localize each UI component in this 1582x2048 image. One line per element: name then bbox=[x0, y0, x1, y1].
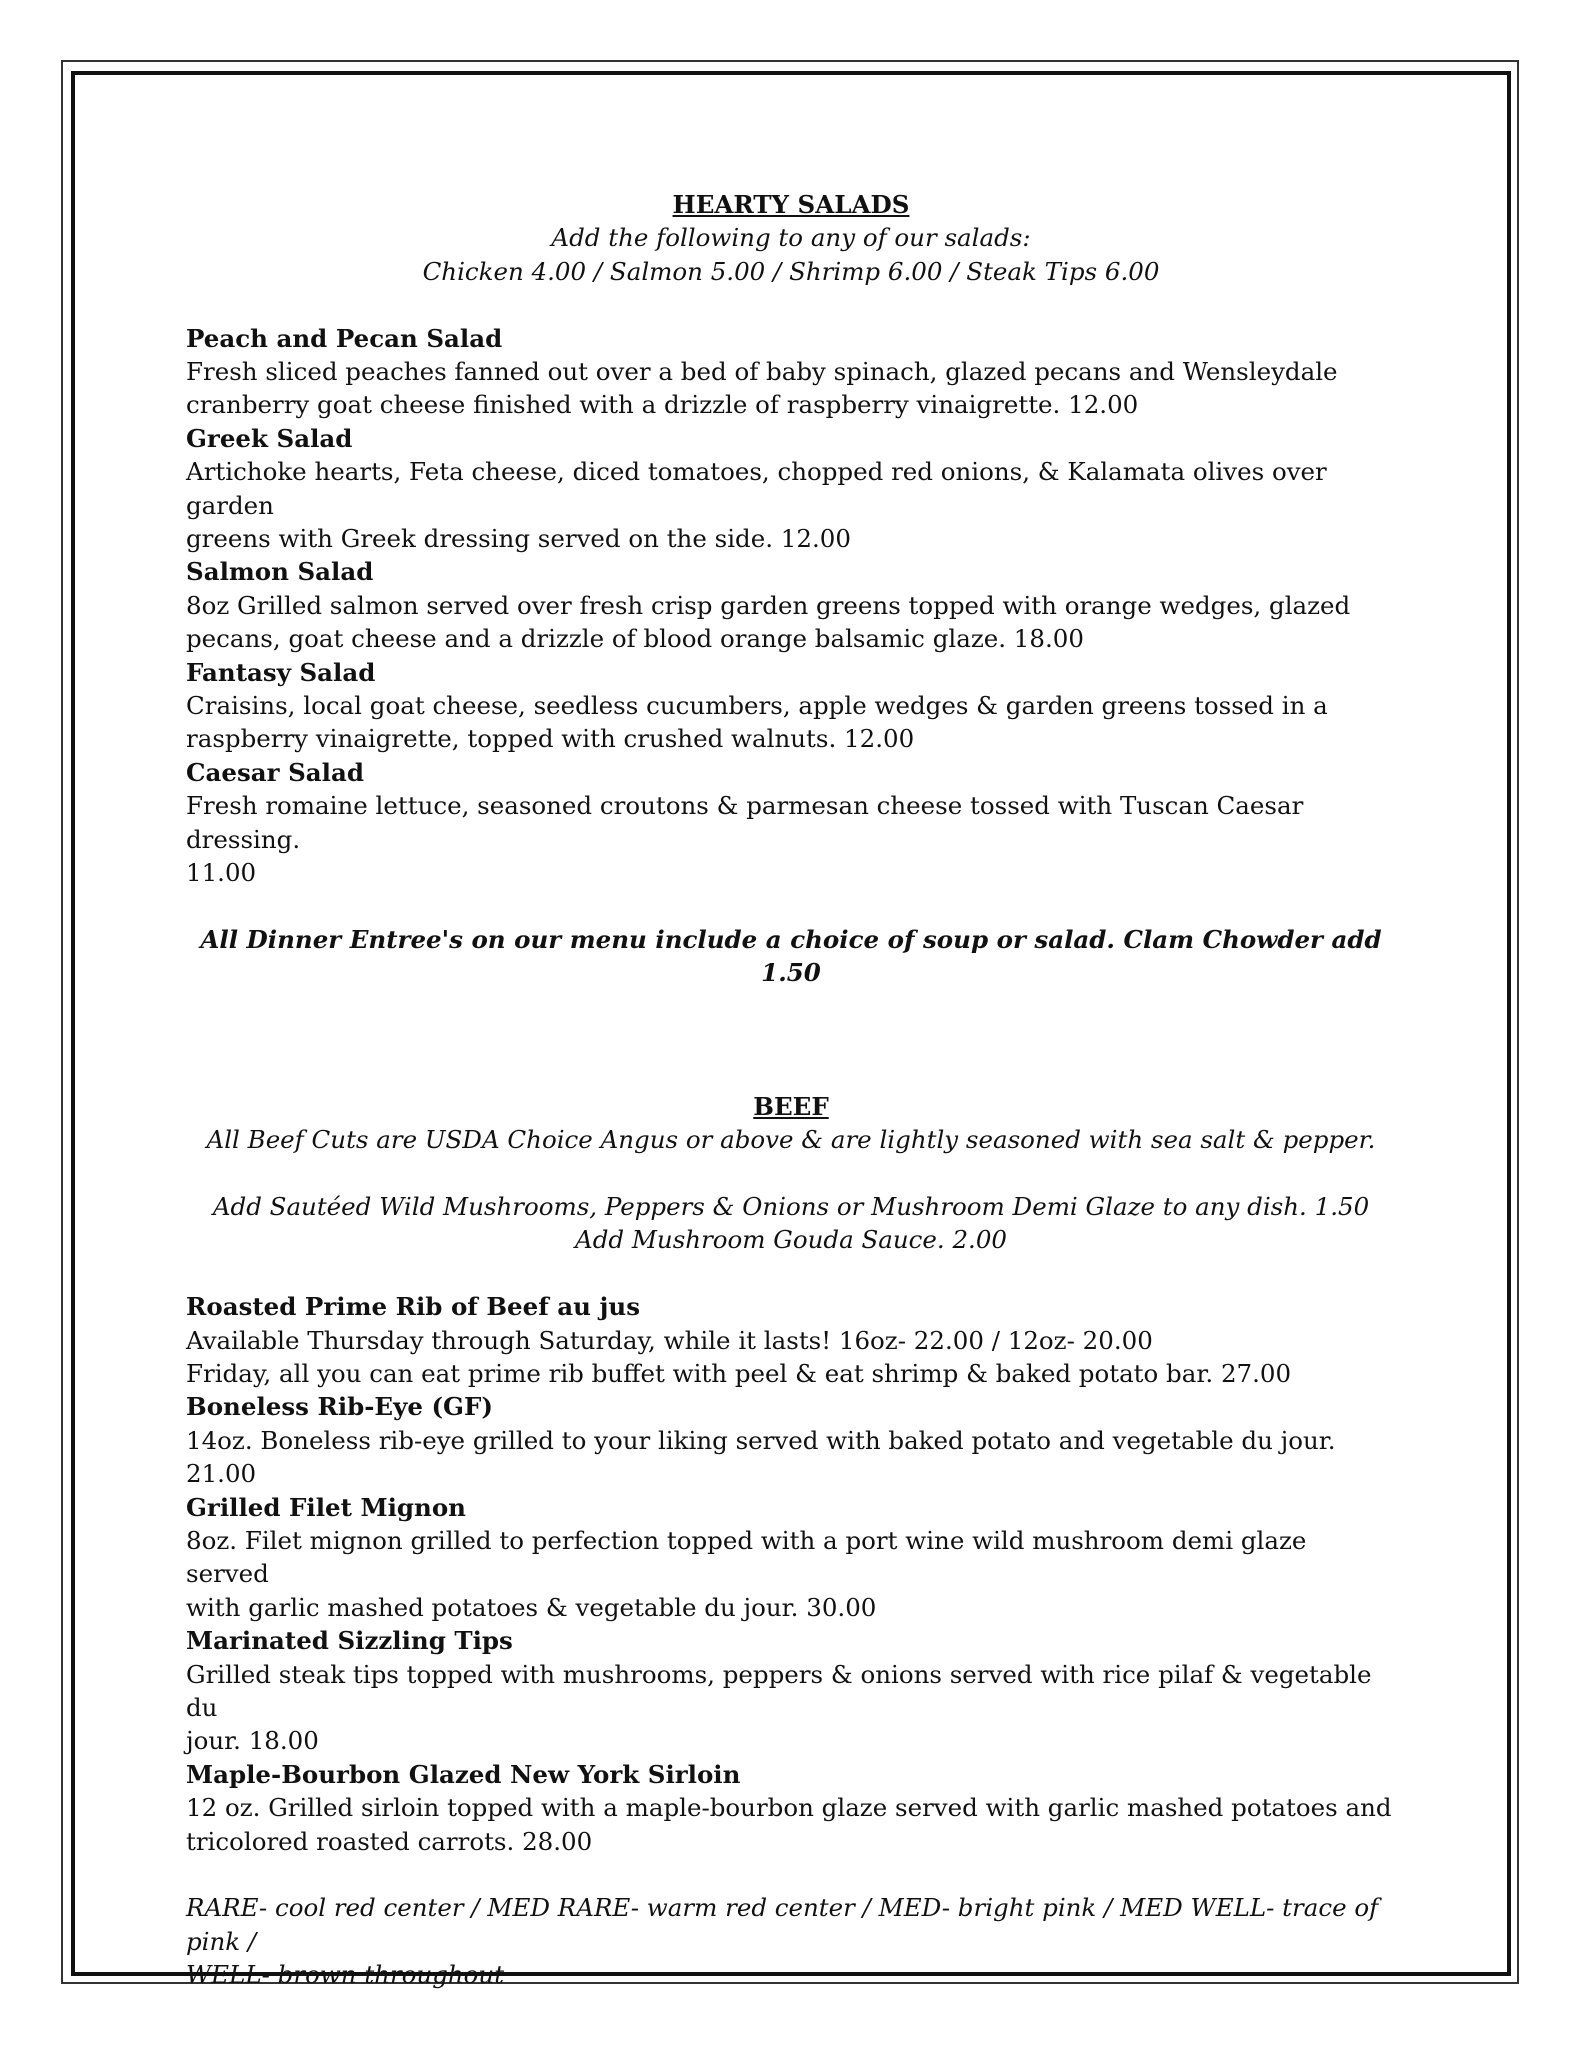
menu-item-caesar-salad bbox=[186, 756, 1396, 890]
dish-description-line: Grilled steak tips topped with mushrooms, peppers & onions served with rice pilaf & vegetable du bbox=[186, 1659, 1372, 1722]
dish-description-line: Friday, all you can eat prime rib buffet with peel & eat shrimp & baked potato bar. 27.00 bbox=[186, 1358, 1292, 1388]
menu-item-filet-mignon bbox=[186, 1491, 1396, 1625]
dish-name: Marinated Sizzling Tips bbox=[186, 1626, 513, 1656]
doneness-guide-line: WELL- brown throughout bbox=[186, 1960, 505, 1990]
dish-description-line: tricolored roasted carrots. 28.00 bbox=[186, 1826, 593, 1856]
dish-description-line: Craisins, local goat cheese, seedless cucumbers, apple wedges & garden greens tossed in a bbox=[186, 691, 1328, 721]
dish-description-line: pecans, goat cheese and a drizzle of blood orange balsamic glaze. 18.00 bbox=[186, 624, 1084, 654]
spacer bbox=[186, 990, 1396, 1090]
menu-item-sizzling-tips bbox=[186, 1624, 1396, 1758]
spacer bbox=[186, 1858, 1396, 1891]
spacer bbox=[186, 890, 1396, 923]
dish-name: Salmon Salad bbox=[186, 557, 374, 587]
dish-description-line: 14oz. Boneless rib-eye grilled to your liking served with baked potato and vegetable du jour. 21.00 bbox=[186, 1425, 1336, 1489]
spacer bbox=[186, 1257, 1396, 1290]
menu-item-prime-rib bbox=[186, 1290, 1396, 1390]
dish-description-line: with garlic mashed potatoes & vegetable du jour. 30.00 bbox=[186, 1592, 877, 1622]
doneness-guide-line: RARE- cool red center / MED RARE- warm red center / MED- bright pink / MED WELL- trace of pink / bbox=[186, 1893, 1379, 1956]
salads-add-options: Chicken 4.00 / Salmon 5.00 / Shrimp 6.00 / Steak Tips 6.00 bbox=[422, 256, 1160, 286]
menu-item-peach-pecan-salad bbox=[186, 322, 1396, 422]
menu-item-rib-eye bbox=[186, 1390, 1396, 1490]
dish-description-line: 8oz. Filet mignon grilled to perfection topped with a port wine wild mushroom demi glaze served bbox=[186, 1525, 1307, 1589]
beef-intro: All Beef Cuts are USDA Choice Angus or above & are lightly seasoned with sea salt & pepper. bbox=[206, 1125, 1376, 1155]
menu-page-content bbox=[186, 188, 1396, 1992]
dish-description-line: jour. 18.00 bbox=[186, 1726, 319, 1756]
salads-section bbox=[186, 188, 1396, 990]
salads-add-intro: Add the following to any of our salads: bbox=[551, 223, 1031, 253]
dish-name: Grilled Filet Mignon bbox=[186, 1492, 466, 1522]
dish-description-line: 8oz Grilled salmon served over fresh crisp garden greens topped with orange wedges, glazed bbox=[186, 590, 1351, 620]
dish-name: Roasted Prime Rib of Beef au jus bbox=[186, 1292, 640, 1322]
dish-name: Fantasy Salad bbox=[186, 657, 376, 687]
dish-description-line: greens with Greek dressing served on the side. 12.00 bbox=[186, 524, 851, 554]
beef-section bbox=[186, 1090, 1396, 1992]
salads-heading: HEARTY SALADS bbox=[672, 190, 910, 219]
dish-name: Greek Salad bbox=[186, 423, 353, 453]
dish-description-line: 12 oz. Grilled sirloin topped with a maple-bourbon glaze served with garlic mashed potatoes and bbox=[186, 1793, 1392, 1823]
dish-name: Peach and Pecan Salad bbox=[186, 323, 503, 353]
spacer bbox=[186, 1157, 1396, 1190]
menu-item-ny-sirloin bbox=[186, 1758, 1396, 1858]
dish-description-line: raspberry vinaigrette, topped with crushed walnuts. 12.00 bbox=[186, 724, 915, 754]
dish-description-line: 11.00 bbox=[186, 858, 257, 888]
menu-item-salmon-salad bbox=[186, 555, 1396, 655]
dish-name: Caesar Salad bbox=[186, 757, 364, 787]
beef-addon-line: Add Mushroom Gouda Sauce. 2.00 bbox=[575, 1225, 1007, 1255]
menu-item-greek-salad bbox=[186, 422, 1396, 556]
dish-description-line: Available Thursday through Saturday, while it lasts! 16oz- 22.00 / 12oz- 20.00 bbox=[186, 1325, 1153, 1355]
beef-addon-line: Add Sautéed Wild Mushrooms, Peppers & Onions or Mushroom Demi Glaze to any dish. 1.50 bbox=[212, 1191, 1370, 1221]
beef-heading: BEEF bbox=[753, 1091, 829, 1121]
spacer bbox=[186, 288, 1396, 321]
dish-description-line: Artichoke hearts, Feta cheese, diced tomatoes, chopped red onions, & Kalamata olives over garden bbox=[186, 457, 1327, 520]
dish-description-line: Fresh romaine lettuce, seasoned croutons & parmesan cheese tossed with Tuscan Caesar dressing. bbox=[186, 791, 1304, 854]
dish-description-line: cranberry goat cheese finished with a drizzle of raspberry vinaigrette. 12.00 bbox=[186, 390, 1139, 420]
dish-description-line: Fresh sliced peaches fanned out over a bed of baby spinach, glazed pecans and Wensleydale bbox=[186, 357, 1338, 387]
dish-name: Boneless Rib-Eye (GF) bbox=[186, 1392, 493, 1422]
entree-note: All Dinner Entree's on our menu include a choice of soup or salad. Clam Chowder add 1.50 bbox=[200, 924, 1382, 988]
dish-name: Maple-Bourbon Glazed New York Sirloin bbox=[186, 1759, 741, 1789]
menu-item-fantasy-salad bbox=[186, 656, 1396, 756]
